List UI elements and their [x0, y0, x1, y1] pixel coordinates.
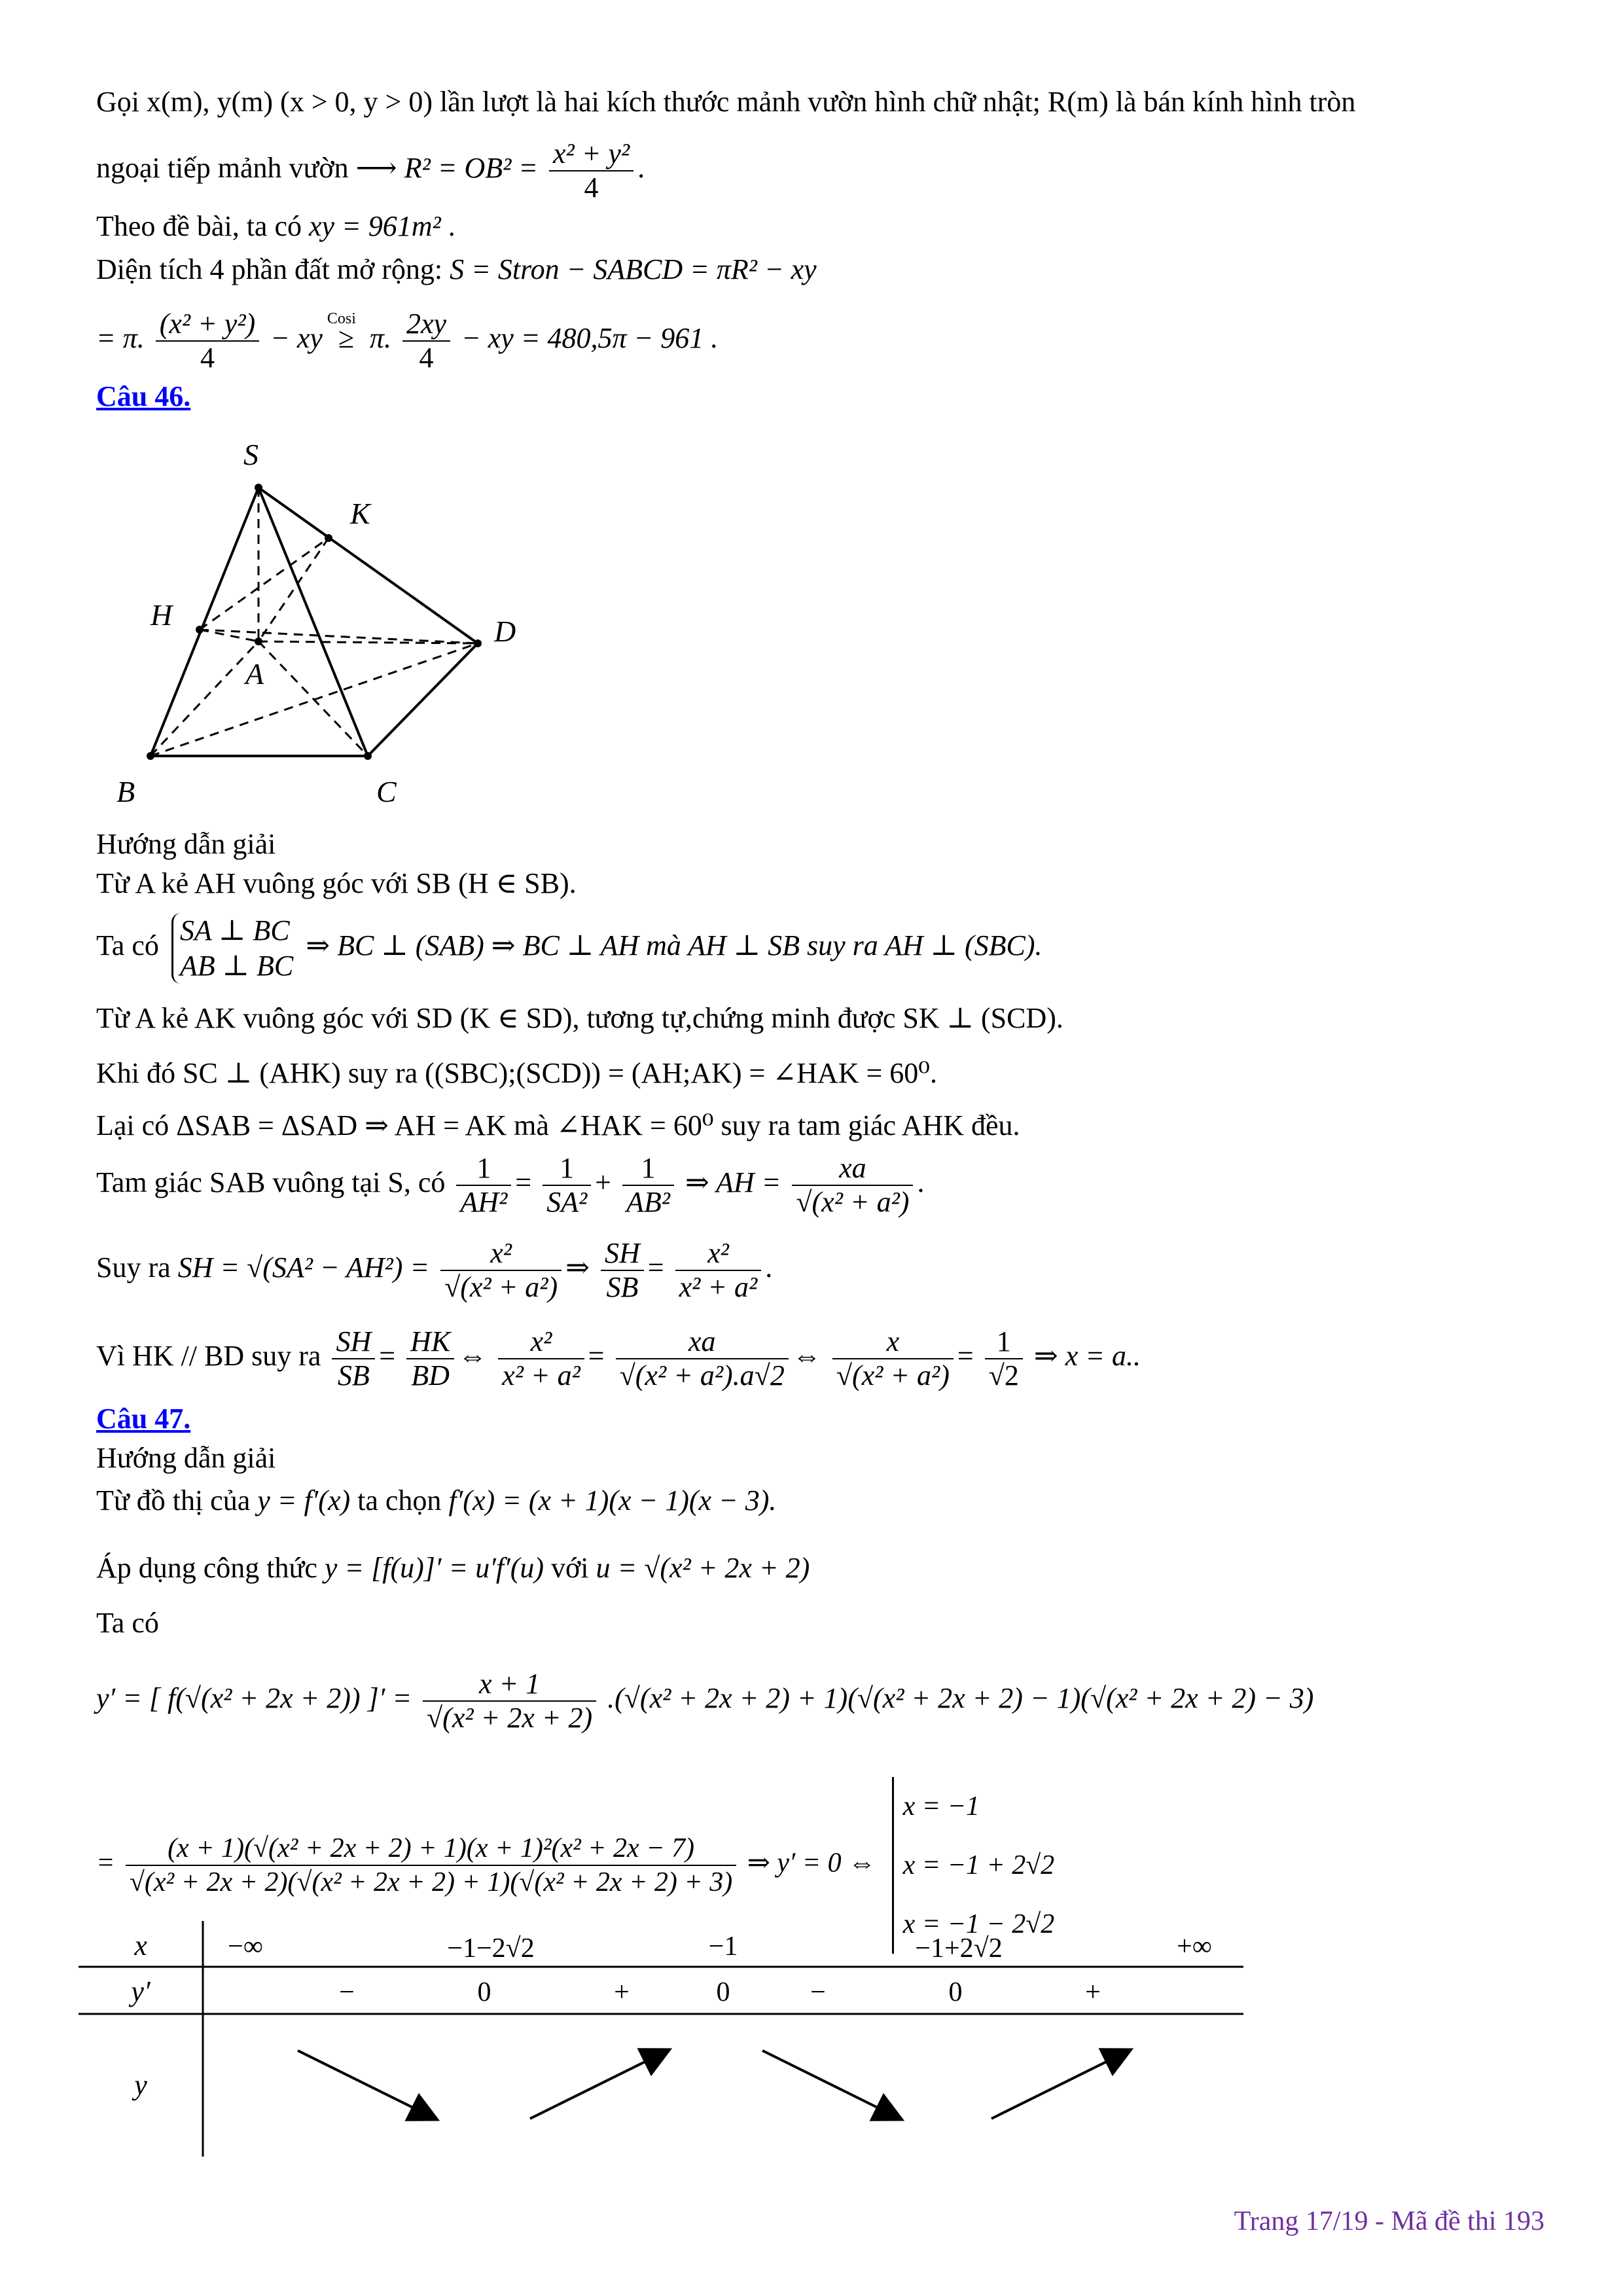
arrow-down-2 — [762, 2051, 900, 2119]
label-K: K — [350, 497, 370, 530]
arrow-up-1 — [530, 2051, 668, 2119]
q46-line8: Vì HK // BD suy ra $\frac{SH}{SB}$ = $\frac{HK}{BD}$ ⇔ $\frac{\text{x²}}{\text{x² + a²}}$ = $\frac{xa}{\text{√(x² + a²).a√2}}$ ⇔ $\frac{x}{\text{√(x² + a²)}}$ = $\frac{1}{√2}$ ⇒ x = a.. — [96, 1325, 1141, 1391]
q46-line1: Từ A kẻ AH vuông góc với SB (H ∈ SB). — [96, 867, 577, 899]
arrow-down-1 — [298, 2051, 435, 2119]
x-val-2: −1 — [708, 1931, 738, 1962]
yp-val-0: − — [339, 1977, 355, 2007]
q47-line5: = $\frac{\text{(x + 1)(√(x² + 2x + 2) + 1)(x + 1)²(x² + 2x − 7)}}{\text{√(x² + 2x + 2)(√(x² + 2x + 2) + 1)(√(x² + 2x + 2) + 3)}}$ ⇒ y′ = 0 ⇔ x = −1 x = −1 + 2√2 x = −1 − 2√2 — [96, 1777, 1054, 1954]
q46-line2: Ta có SA ⊥ BC AB ⊥ BC ⇒ BC ⊥ (SAB) ⇒ BC ⊥ AH mà AH ⊥ SB suy ra AH ⊥ (SBC). — [96, 913, 1043, 984]
yp-val-3: 0 — [716, 1977, 730, 2007]
q46-line4: Khi đó SC ⊥ (AHK) suy ra ((SBC);(SCD)) = (AH;AK) = ∠HAK = 60⁰. — [96, 1057, 937, 1089]
sol45-line2: ngoại tiếp mảnh vườn ⟶ R² = OB² = $\frac{\text{x² + y²}}{4}$ . — [96, 137, 645, 204]
question-heading-47: Câu 47. — [96, 1403, 191, 1435]
label-H: H — [151, 598, 173, 632]
q47-line1: Từ đồ thị của y = f′(x) ta chọn f′(x) = (x + 1)(x − 1)(x − 3). — [96, 1484, 777, 1516]
label-D: D — [494, 615, 516, 648]
q47-line4: y′ = [ f(√(x² + 2x + 2)) ]′ = $\frac{x + 1}{\text{√(x² + 2x + 2)}}$ .(√(x² + 2x + 2) + 1)(√(x² + 2x + 2) − 1)(√(x² + 2x + 2) − 3) — [96, 1668, 1314, 1734]
row-x-label: x — [134, 1929, 147, 1962]
yp-val-1: 0 — [477, 1977, 491, 2007]
long-arrow-icon: ⟶ — [355, 152, 397, 185]
question-heading-46: Câu 46. — [96, 380, 191, 412]
yp-val-6: + — [1085, 1977, 1101, 2007]
q47-line2: Áp dụng công thức y = [f(u)]′ = u′f′(u) với u = √(x² + 2x + 2) — [96, 1552, 810, 1584]
yp-val-2: + — [614, 1977, 630, 2007]
label-C: C — [376, 775, 397, 808]
system-brace: SA ⊥ BC AB ⊥ BC — [171, 913, 293, 984]
sol45-line5: = π. $\frac{\text{(x² + y²)}}{4}$ − xy Cosi ≥ π. $\frac{2xy}{4}$ − xy = 480,5π − 961 . — [96, 308, 719, 374]
q46-line3: Từ A kẻ AK vuông góc với SD (K ∈ SD), tương tự,chứng minh được SK ⊥ (SCD). — [96, 1002, 1063, 1034]
page-footer: Trang 17/19 - Mã đề thi 193 — [1234, 2206, 1544, 2236]
q47-guide: Hướng dẫn giải — [96, 1442, 276, 1474]
x-val-3: −1+2√2 — [915, 1933, 1003, 1964]
label-S: S — [243, 438, 259, 471]
yprime-values — [339, 1977, 1101, 2007]
x-val-1: −1−2√2 — [447, 1933, 535, 1964]
label-B: B — [116, 775, 135, 808]
row-yprime-label: y′ — [131, 1975, 151, 2007]
fraction: $\frac{\text{x² + y²}}{4}$ — [549, 137, 633, 204]
x-val-0: −∞ — [228, 1931, 263, 1962]
x-values — [228, 1931, 1212, 1964]
row-y-label: y — [134, 2069, 147, 2101]
pyramid-figure — [98, 425, 569, 818]
yp-val-4: − — [810, 1977, 826, 2007]
sol45-line4: Diện tích 4 phần đất mở rộng: S = Stron − SABCD = πR² − xy — [96, 253, 817, 285]
sol45-line1: Gọi x(m), y(m) (x > 0, y > 0) lần lượt là hai kích thước mảnh vườn hình chữ nhật; R(m) là bán kính hình tròn — [96, 86, 1356, 118]
x-val-4: +∞ — [1177, 1931, 1212, 1962]
solution-bracket: x = −1 x = −1 + 2√2 x = −1 − 2√2 — [892, 1777, 1055, 1954]
arrow-up-2 — [991, 2051, 1129, 2119]
variation-table — [79, 1921, 1243, 2157]
q46-guide: Hướng dẫn giải — [96, 828, 276, 860]
q46-line5: Lại có ΔSAB = ΔSAD ⇒ AH = AK mà ∠HAK = 60⁰ suy ra tam giác AHK đều. — [96, 1109, 1020, 1141]
yp-val-5: 0 — [948, 1977, 963, 2007]
sol45-line3: Theo đề bài, ta có xy = 961m² . — [96, 210, 455, 242]
q47-line3: Ta có — [96, 1607, 159, 1639]
label-A: A — [245, 657, 264, 691]
q46-line7: Suy ra SH = √(SA² − AH²) = $\frac{\text{x²}}{\text{√(x² + a²)}}$ ⇒ $\frac{SH}{SB}$ = $\frac{\text{x²}}{\text{x² + a²}}$ . — [96, 1237, 773, 1303]
q46-line6: Tam giác SAB vuông tại S, có $\frac{1}{\text{AH²}}$ = $\frac{1}{\text{SA²}}$ + $\frac{1}{\text{AB²}}$ ⇒ AH = $\frac{xa}{\text{√(x² + a²)}}$ . — [96, 1152, 925, 1218]
